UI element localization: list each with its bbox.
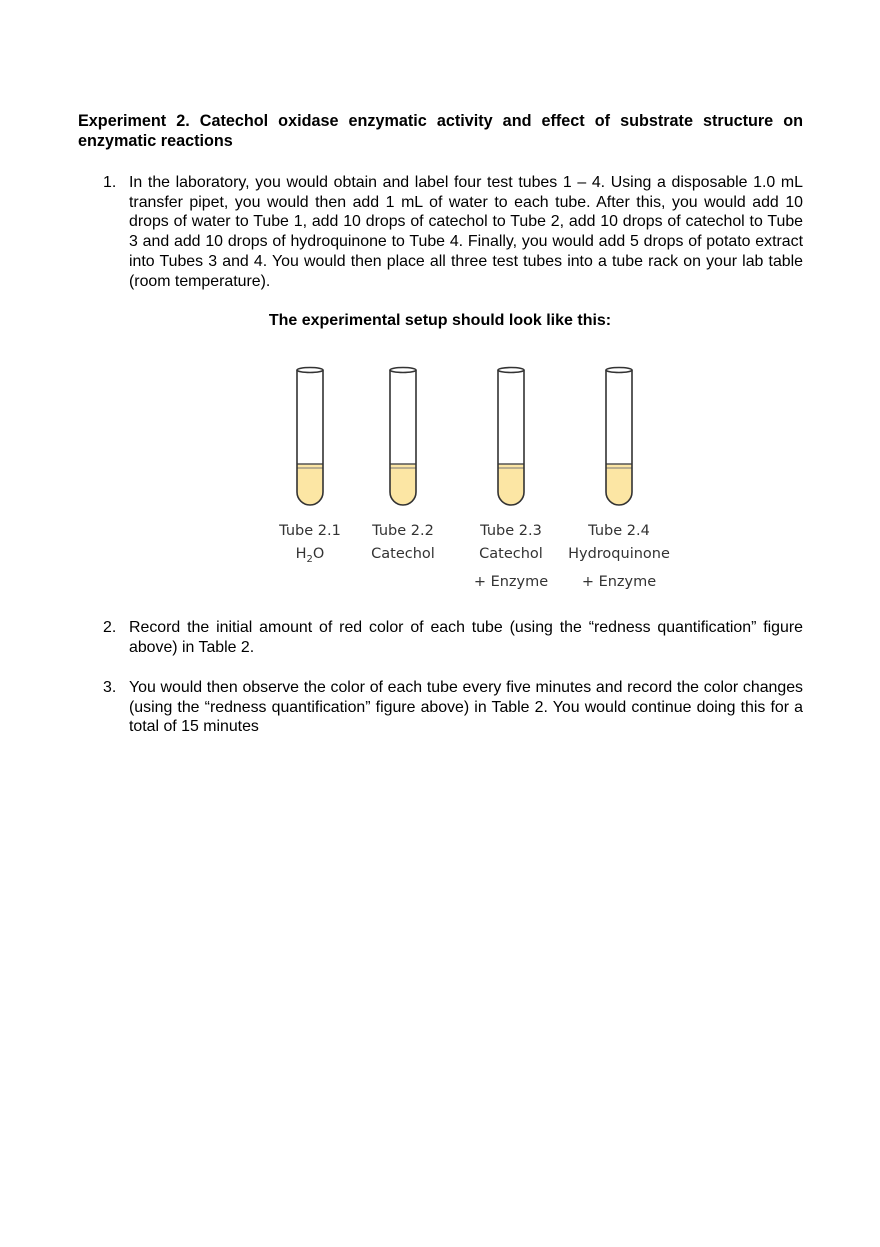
tube-2-4 — [559, 364, 679, 594]
test-tube-icon — [599, 364, 639, 512]
tube-name: Tube 2.2 — [372, 523, 434, 539]
step-2 — [103, 618, 803, 657]
tube-contents-extra: + Enzyme — [581, 573, 657, 590]
tube-2-3 — [451, 364, 571, 594]
tube-2-2 — [343, 364, 463, 571]
step-3 — [103, 678, 803, 737]
step-text: In the laboratory, you would obtain and label four test tubes 1 – 4. Using a disposable 1.0 mL transfer pipet, you would then add 1 mL of water to each tube. After this, you would add 10 drops of water to Tube 1, add 10 drops of catechol to Tube 2, add 10 drops of catechol to Tube 3 and add 10 drops of hydroquinone to Tube 4. Finally, you would add 5 drops of potato extract into Tubes 3 and 4. You would then place all three test tubes into a tube rack on your lab table (room temperature). — [129, 174, 803, 290]
tube-name: Tube 2.4 — [588, 523, 650, 539]
step-1 — [103, 173, 803, 291]
experiment-heading: Experiment 2. Catechol oxidase enzymatic activity and effect of substrate structure on enzymatic reactions — [78, 112, 803, 150]
step-number: 3. — [103, 679, 117, 696]
tube-name: Tube 2.1 — [279, 523, 341, 539]
step-number: 2. — [103, 619, 117, 636]
tube-contents: Hydroquinone — [568, 546, 670, 562]
test-tube-figure — [250, 364, 690, 594]
setup-caption: The experimental setup should look like this: — [268, 312, 612, 329]
step-number: 1. — [103, 174, 117, 191]
step-text: You would then observe the color of each tube every five minutes and record the color changes (using the “redness quantification” figure above) in Table 2. You would continue doing this for a total of 15 minutes — [129, 679, 803, 736]
tube-contents: $H_2O$ — [295, 546, 325, 565]
tube-contents-extra: + Enzyme — [473, 573, 549, 590]
tube-contents: Catechol — [479, 546, 543, 562]
tube-name: Tube 2.3 — [480, 523, 542, 539]
test-tube-icon — [491, 364, 531, 512]
tube-contents: Catechol — [371, 546, 435, 562]
step-text: Record the initial amount of red color of each tube (using the “redness quantification” figure above) in Table 2. — [129, 619, 803, 656]
test-tube-icon — [383, 364, 423, 512]
test-tube-icon — [290, 364, 330, 512]
